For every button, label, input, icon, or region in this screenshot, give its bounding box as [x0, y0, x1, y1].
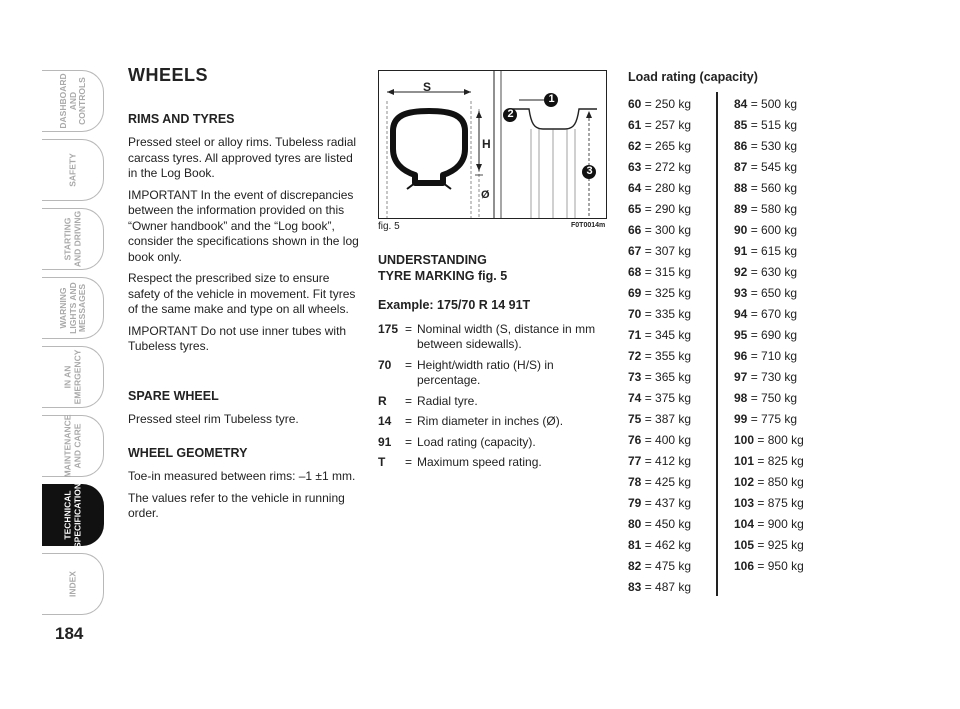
load-kg: 750 kg: [761, 391, 798, 405]
load-kg: 730 kg: [761, 370, 798, 384]
load-rating-row: 73 = 365 kg: [628, 370, 692, 384]
tab-label: IN AN EMERGENCY: [62, 349, 82, 405]
figure-code: F0T0014m: [571, 222, 606, 229]
load-kg: 257 kg: [655, 118, 692, 132]
load-rating-row: 95 = 690 kg: [734, 328, 798, 342]
load-index: 81: [628, 538, 642, 552]
load-index: 82: [628, 559, 642, 573]
load-index: 85: [734, 118, 748, 132]
load-kg: 387 kg: [655, 412, 692, 426]
load-kg: 500 kg: [761, 97, 798, 111]
load-rating-row: 62 = 265 kg: [628, 139, 692, 153]
load-kg: 710 kg: [761, 349, 798, 363]
load-index: 95: [734, 328, 748, 342]
load-index: 78: [628, 475, 642, 489]
load-index: 105: [734, 538, 755, 552]
tab-in-an-emergency[interactable]: [42, 346, 104, 408]
load-rating-row: 71 = 345 kg: [628, 328, 692, 342]
load-kg: 325 kg: [655, 286, 692, 300]
rims-heading: RIMS AND TYRES: [128, 111, 235, 126]
tab-dashboard-and-controls[interactable]: [42, 70, 104, 132]
tab-label: DASHBOARD AND CONTROLS: [57, 73, 87, 129]
marking-example: Example: 175/70 R 14 91T: [378, 298, 531, 312]
load-index: 67: [628, 244, 642, 258]
load-index: 101: [734, 454, 755, 468]
load-kg: 950 kg: [767, 559, 804, 573]
load-kg: 600 kg: [761, 223, 798, 237]
load-kg: 515 kg: [761, 118, 798, 132]
load-kg: 670 kg: [761, 307, 798, 321]
load-rating-row: 74 = 375 kg: [628, 391, 692, 405]
load-index: 90: [734, 223, 748, 237]
load-index: 72: [628, 349, 642, 363]
marking-desc: Maximum speed rating.: [417, 455, 542, 469]
wheels-section: [128, 65, 362, 528]
load-kg: 425 kg: [655, 475, 692, 489]
marking-item: 70 = Height/width ratio (H/S) in percentage.: [378, 358, 614, 389]
geometry-heading: WHEEL GEOMETRY: [128, 445, 248, 460]
load-index: 100: [734, 433, 755, 447]
marking-heading: UNDERSTANDING TYRE MARKING fig. 5: [378, 253, 508, 283]
load-kg: 850 kg: [767, 475, 804, 489]
load-kg: 280 kg: [655, 181, 692, 195]
marking-item: 91 = Load rating (capacity).: [378, 435, 614, 451]
load-rating-row: 72 = 355 kg: [628, 349, 692, 363]
load-index: 104: [734, 517, 755, 531]
load-index: 69: [628, 286, 642, 300]
load-rating-row: 70 = 335 kg: [628, 307, 692, 321]
load-index: 89: [734, 202, 748, 216]
load-rating-section: [628, 70, 828, 594]
label-h: H: [482, 137, 491, 151]
load-index: 106: [734, 559, 755, 573]
load-kg: 475 kg: [655, 559, 692, 573]
load-rating-row: 77 = 412 kg: [628, 454, 692, 468]
load-rating-row: 100 = 800 kg: [734, 433, 804, 447]
load-rating-row: 64 = 280 kg: [628, 181, 692, 195]
load-kg: 530 kg: [761, 139, 798, 153]
load-rating-row: 104 = 900 kg: [734, 517, 804, 531]
load-rating-row: 99 = 775 kg: [734, 412, 798, 426]
page-number: 184: [55, 624, 84, 643]
load-rating-row: 76 = 400 kg: [628, 433, 692, 447]
tab-label: STARTING AND DRIVING: [62, 210, 82, 268]
rims-paragraph: Respect the prescribed size to ensure safety of the vehicle in movement. Fit tyres of the same make and type on all wheels.: [128, 271, 356, 316]
load-kg: 250 kg: [655, 97, 692, 111]
load-rating-row: 97 = 730 kg: [734, 370, 798, 384]
load-index: 73: [628, 370, 642, 384]
load-kg: 615 kg: [761, 244, 798, 258]
marking-item: 175 = Nominal width (S, distance in mm between sidewalls).: [378, 322, 614, 353]
tab-maintenance-and-care[interactable]: [42, 415, 104, 477]
load-rating-row: 103 = 875 kg: [734, 496, 804, 510]
tab-index[interactable]: [42, 553, 104, 615]
load-kg: 265 kg: [655, 139, 692, 153]
tab-label: MAINTENANCE AND CARE: [62, 414, 82, 478]
load-kg: 545 kg: [761, 160, 798, 174]
load-index: 94: [734, 307, 748, 321]
marking-item: R = Radial tyre.: [378, 394, 614, 410]
marking-item: T = Maximum speed rating.: [378, 455, 614, 471]
marking-desc: Height/width ratio (H/S) in percentage.: [417, 357, 554, 387]
tyre-marking-section: [378, 253, 614, 476]
load-rating-row: 91 = 615 kg: [734, 244, 798, 258]
load-rating-row: 84 = 500 kg: [734, 97, 798, 111]
figure-caption: fig. 5: [378, 221, 400, 232]
marking-code: 91: [378, 434, 392, 449]
load-rating-row: 101 = 825 kg: [734, 454, 804, 468]
callout-1: 1: [548, 93, 555, 105]
geometry-paragraph: Toe-in measured between rims: –1 ±1 mm.: [128, 469, 356, 483]
load-rating-row: 90 = 600 kg: [734, 223, 798, 237]
rims-paragraph: Pressed steel or alloy rims. Tubeless radial carcass tyres. All approved tyres are listed in the Log Book.: [128, 135, 357, 180]
load-rating-row: 60 = 250 kg: [628, 97, 692, 111]
load-index: 62: [628, 139, 642, 153]
marking-desc: Nominal width (S, distance in mm between sidewalls).: [417, 321, 596, 351]
load-kg: 290 kg: [655, 202, 692, 216]
tab-label: INDEX: [66, 571, 77, 597]
load-rating-row: 65 = 290 kg: [628, 202, 692, 216]
load-kg: 775 kg: [761, 412, 798, 426]
tab-technical-specifications[interactable]: [42, 477, 104, 548]
load-index: 75: [628, 412, 642, 426]
load-kg: 560 kg: [761, 181, 798, 195]
load-rating-row: 66 = 300 kg: [628, 223, 692, 237]
tyre-diagram: [378, 70, 607, 219]
load-kg: 462 kg: [655, 538, 692, 552]
column-divider: [716, 92, 718, 596]
load-rating-row: 83 = 487 kg: [628, 580, 692, 594]
tab-label: TECHNICAL SPECIFICATIONS: [62, 477, 82, 548]
load-index: 102: [734, 475, 755, 489]
load-index: 63: [628, 160, 642, 174]
load-kg: 875 kg: [767, 496, 804, 510]
load-kg: 300 kg: [655, 223, 692, 237]
load-rating-row: 96 = 710 kg: [734, 349, 798, 363]
page-title: WHEELS: [128, 65, 209, 85]
load-kg: 800 kg: [767, 433, 804, 447]
load-kg: 900 kg: [767, 517, 804, 531]
load-rating-row: 81 = 462 kg: [628, 538, 692, 552]
load-kg: 580 kg: [761, 202, 798, 216]
tab-warning-lights[interactable]: [42, 277, 104, 339]
load-rating-row: 98 = 750 kg: [734, 391, 798, 405]
callout-2: 2: [507, 108, 514, 120]
load-kg: 487 kg: [655, 580, 692, 594]
load-rating-row: 86 = 530 kg: [734, 139, 798, 153]
load-kg: 375 kg: [655, 391, 692, 405]
load-index: 66: [628, 223, 642, 237]
label-s: S: [423, 80, 432, 94]
load-kg: 335 kg: [655, 307, 692, 321]
tab-label: SAFETY: [66, 153, 77, 187]
load-kg: 272 kg: [655, 160, 692, 174]
load-index: 91: [734, 244, 748, 258]
load-rating-row: 106 = 950 kg: [734, 559, 804, 573]
section-tabs: [42, 70, 104, 622]
load-rating-row: 85 = 515 kg: [734, 118, 798, 132]
rims-paragraph: IMPORTANT Do not use inner tubes with Tubeless tyres.: [128, 323, 347, 353]
load-index: 96: [734, 349, 748, 363]
load-rating-row: 92 = 630 kg: [734, 265, 798, 279]
load-index: 98: [734, 391, 748, 405]
load-rating-heading: Load rating (capacity): [628, 70, 758, 84]
load-rating-row: 87 = 545 kg: [734, 160, 798, 174]
load-index: 86: [734, 139, 748, 153]
load-rating-row: 69 = 325 kg: [628, 286, 692, 300]
load-index: 64: [628, 181, 642, 195]
callout-3: 3: [586, 165, 593, 177]
spare-paragraph: Pressed steel rim Tubeless tyre.: [128, 412, 299, 426]
load-rating-row: 68 = 315 kg: [628, 265, 692, 279]
load-rating-row: 63 = 272 kg: [628, 160, 692, 174]
load-index: 103: [734, 496, 755, 510]
load-index: 61: [628, 118, 642, 132]
load-index: 97: [734, 370, 748, 384]
load-index: 71: [628, 328, 642, 342]
load-rating-column-a: [628, 94, 691, 598]
load-rating-row: 61 = 257 kg: [628, 118, 692, 132]
marking-desc: Load rating (capacity).: [417, 434, 536, 449]
load-rating-row: 93 = 650 kg: [734, 286, 798, 300]
load-index: 87: [734, 160, 748, 174]
load-rating-row: 82 = 475 kg: [628, 559, 692, 573]
load-index: 79: [628, 496, 642, 510]
load-kg: 345 kg: [655, 328, 692, 342]
load-index: 70: [628, 307, 642, 321]
load-rating-row: 67 = 307 kg: [628, 244, 692, 258]
load-kg: 925 kg: [767, 538, 804, 552]
load-kg: 307 kg: [655, 244, 692, 258]
load-kg: 650 kg: [761, 286, 798, 300]
load-rating-row: 88 = 560 kg: [734, 181, 798, 195]
marking-code: 14: [378, 414, 392, 428]
load-kg: 825 kg: [767, 454, 804, 468]
geometry-paragraph: The values refer to the vehicle in running order.: [128, 490, 345, 520]
tab-label: WARNING LIGHTS AND MESSAGES: [57, 282, 87, 334]
marking-code: 70: [378, 357, 392, 372]
load-rating-row: 105 = 925 kg: [734, 538, 804, 552]
load-index: 92: [734, 265, 748, 279]
load-rating-row: 94 = 670 kg: [734, 307, 798, 321]
load-kg: 437 kg: [655, 496, 692, 510]
load-kg: 365 kg: [655, 370, 692, 384]
load-rating-row: 102 = 850 kg: [734, 475, 804, 489]
load-index: 93: [734, 286, 748, 300]
rims-paragraph: IMPORTANT In the event of discrepancies between the information provided on this “Owner handbook” and the “Log book”, consider the specifications shown in the log book only.: [128, 187, 359, 264]
load-index: 99: [734, 412, 748, 426]
load-kg: 400 kg: [655, 433, 692, 447]
load-kg: 450 kg: [655, 517, 692, 531]
load-kg: 315 kg: [655, 265, 692, 279]
load-index: 83: [628, 580, 642, 594]
load-rating-row: 78 = 425 kg: [628, 475, 692, 489]
load-index: 84: [734, 97, 748, 111]
load-index: 60: [628, 97, 642, 111]
marking-desc: Rim diameter in inches (Ø).: [417, 414, 564, 428]
label-diameter: Ø: [481, 189, 490, 201]
marking-desc: Radial tyre.: [417, 393, 478, 408]
load-kg: 412 kg: [655, 454, 692, 468]
spare-heading: SPARE WHEEL: [128, 388, 219, 403]
marking-code: 175: [378, 321, 399, 336]
load-rating-row: 79 = 437 kg: [628, 496, 692, 510]
tab-starting-and-driving[interactable]: [42, 208, 104, 270]
load-kg: 630 kg: [761, 265, 798, 279]
load-index: 74: [628, 391, 642, 405]
tab-safety[interactable]: [42, 139, 104, 201]
load-rating-row: 80 = 450 kg: [628, 517, 692, 531]
load-kg: 355 kg: [655, 349, 692, 363]
marking-item: 14 = Rim diameter in inches (Ø).: [378, 414, 614, 430]
load-rating-row: 89 = 580 kg: [734, 202, 798, 216]
marking-code: T: [378, 455, 386, 469]
marking-code: R: [378, 393, 387, 408]
load-kg: 690 kg: [761, 328, 798, 342]
load-index: 76: [628, 433, 642, 447]
load-index: 80: [628, 517, 642, 531]
load-rating-column-b: [734, 94, 804, 577]
load-index: 65: [628, 202, 642, 216]
load-rating-row: 75 = 387 kg: [628, 412, 692, 426]
load-index: 88: [734, 181, 748, 195]
load-index: 68: [628, 265, 642, 279]
load-index: 77: [628, 454, 642, 468]
